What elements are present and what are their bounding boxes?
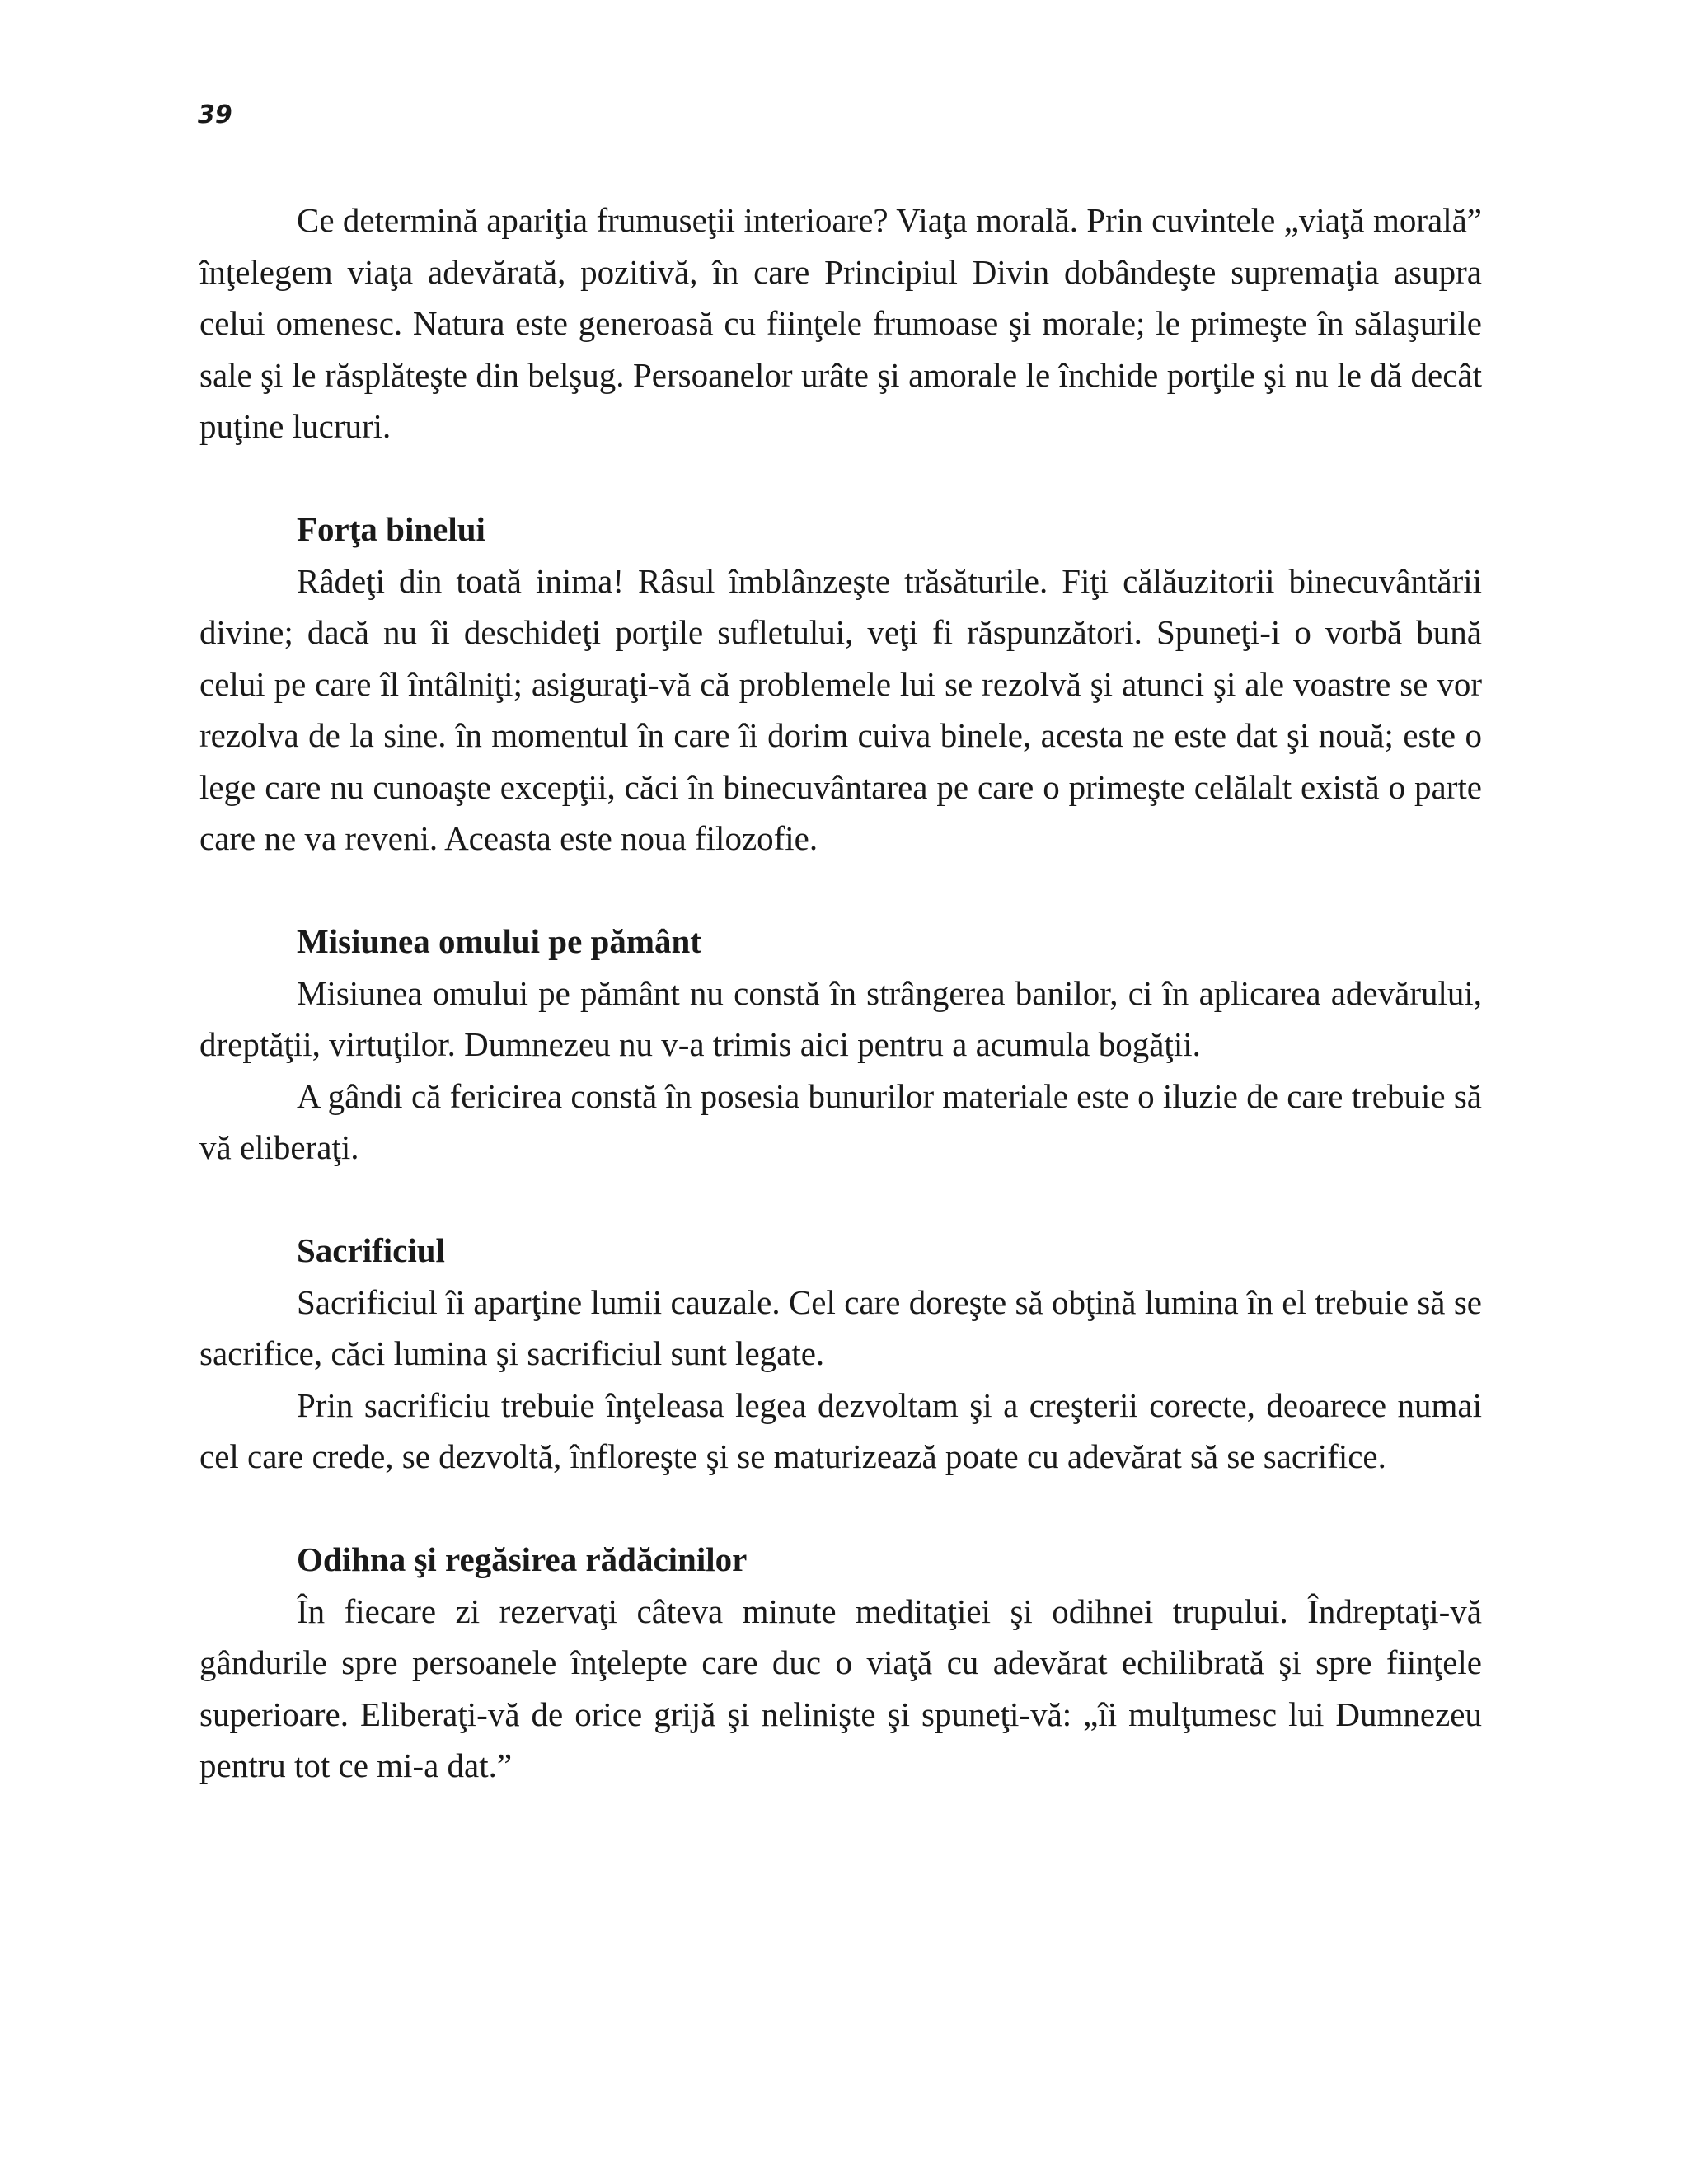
section-paragraph: A gândi că fericirea constă în posesia bunurilor materiale este o iluzie de care trebuie să vă eliberaţi. [199, 1076, 1482, 1166]
section-forta-binelui [199, 504, 1482, 865]
section-heading: Misiunea omului pe pământ [297, 922, 701, 960]
section-paragraph: În fiecare zi rezervaţi câteva minute meditaţiei şi odihnei trupului. Îndreptaţi-vă gândurile spre persoanele înţelepte care duc o viaţă cu adevărat echilibrată şi spre fiinţele superioare. Eliberaţi-vă de orice grijă şi nelinişte şi spuneţi-vă: „îi mulţumesc lui Dumnezeu pentru tot ce mi-a dat.” [199, 1591, 1482, 1784]
section-paragraph: Misiunea omului pe pământ nu constă în strângerea banilor, ci în aplicarea adevărului, dreptăţii, virtuţilor. Dumnezeu nu v-a trimis aici pentru a acumula bogăţii. [199, 973, 1482, 1063]
intro-paragraph: Ce determină apariţia frumuseţii interioare? Viaţa morală. Prin cuvintele „viaţă morală” înţelegem viaţa adevărată, pozitivă, în care Principiul Divin dobândeşte supremaţia asupra celui omenesc. Natura este generoasă cu fiinţele frumoase şi morale; le primeşte în sălaşurile sale şi le răsplăteşte din belşug. Persoanelor urâte şi amorale le închide porţile şi nu le dă decât puţine lucruri. [199, 201, 1482, 445]
section-heading: Forţa binelui [297, 510, 485, 548]
section-paragraph: Prin sacrificiu trebuie înţeleasa legea dezvoltam şi a creşterii corecte, deoarece numai cel care crede, se dezvoltă, înfloreşte şi se maturizează poate cu adevărat să se sacrifice. [199, 1385, 1482, 1475]
page-number: 39 [198, 101, 232, 129]
section-heading: Sacrificiul [297, 1231, 445, 1269]
section-paragraph: Sacrificiul îi aparţine lumii cauzale. Cel care doreşte să obţină lumina în el trebuie să se sacrifice, căci lumina şi sacrificiul sunt legate. [199, 1282, 1482, 1372]
page-content [199, 194, 1482, 1792]
section-misiunea-omului [199, 916, 1482, 1174]
section-heading: Odihna şi regăsirea rădăcinilor [297, 1540, 748, 1578]
section-odihna [199, 1534, 1482, 1792]
section-sacrificiul [199, 1225, 1482, 1483]
section-paragraph: Râdeţi din toată inima! Râsul îmblânzeşte trăsăturile. Fiţi călăuzitorii binecuvântării divine; dacă nu îi deschideţi porţile sufletului, veţi fi răspunzători. Spuneţi-i o vorbă bună celui pe care îl întâlniţi; asiguraţi-vă că problemele lui se rezolvă şi atunci şi ale voastre se vor rezolva de la sine. în momentul în care îi dorim cuiva binele, acesta ne este dat şi nouă; este o lege care nu cunoaşte excepţii, căci în binecuvântarea pe care o primeşte celălalt există o parte care ne va reveni. Aceasta este noua filozofie. [199, 561, 1482, 857]
